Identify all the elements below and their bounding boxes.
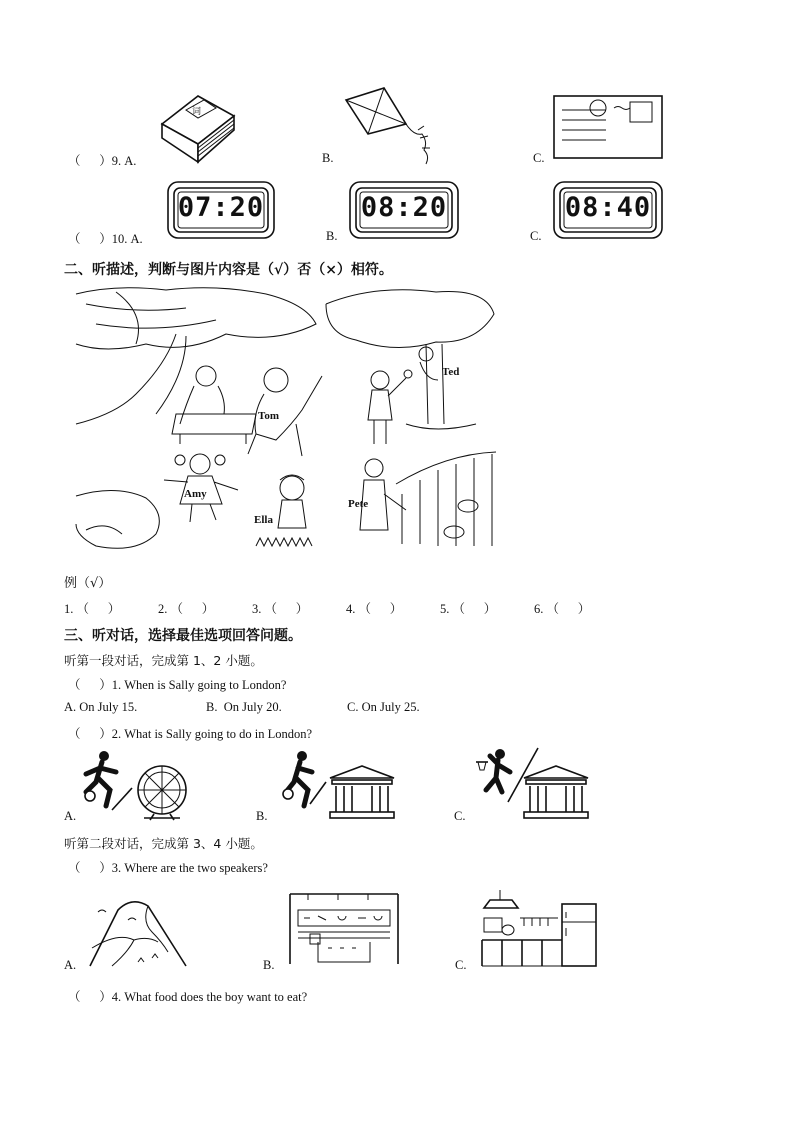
q1-option-b[interactable]: B. On July 20. — [206, 700, 282, 714]
clock-b-digits: 08:20 — [360, 192, 448, 223]
q3-option-c-label: C. — [455, 958, 467, 972]
book-icon — [158, 86, 238, 164]
football-and-museum-icon — [282, 748, 394, 820]
q2-option-a-label: A. — [64, 809, 77, 823]
scene-name-pete: Pete — [348, 498, 369, 510]
q1-option-a[interactable]: A. On July 15. — [64, 700, 138, 714]
section2-example: 例（√） — [64, 576, 112, 591]
q2-option-b-label: B. — [256, 809, 268, 823]
kitchen-icon — [478, 888, 600, 968]
q3-option-b-label: B. — [263, 958, 275, 972]
scene-name-ted: Ted — [442, 366, 460, 378]
q10-option-b-label: B. — [326, 229, 338, 243]
football-and-ferris-wheel-icon — [82, 748, 194, 820]
q3-option-a-label: A. — [64, 958, 77, 972]
q10-option-c-label: C. — [530, 229, 542, 243]
q9-prefix: （ ）9. A. — [68, 154, 137, 168]
section3-heading: 三、听对话，选择最佳选项回答问题。 — [64, 628, 302, 644]
clock-a — [166, 180, 276, 240]
kite-icon — [344, 86, 440, 166]
mountain-icon — [88, 892, 188, 968]
clock-b — [348, 180, 460, 240]
q3-text: （ ）3. Where are the two speakers? — [68, 861, 268, 875]
answer-blank-1[interactable]: 1. （ ） — [64, 602, 121, 616]
answer-blank-2[interactable]: 2. （ ） — [158, 602, 215, 616]
svg-text:词: 词 — [192, 107, 202, 117]
q10-prefix: （ ）10. A. — [68, 232, 143, 246]
scene-name-tom: Tom — [258, 410, 279, 422]
basketball-and-museum-icon — [472, 746, 588, 820]
clock-c — [552, 180, 664, 240]
answer-blank-5[interactable]: 5. （ ） — [440, 602, 497, 616]
answer-blank-6[interactable]: 6. （ ） — [534, 602, 591, 616]
q9-option-c-label: C. — [533, 151, 545, 165]
dialogue2-instruction: 听第二段对话，完成第 3、4 小题。 — [64, 836, 263, 851]
section2-heading: 二、听描述，判断与图片内容是（√）否（×）相符。 — [64, 262, 393, 278]
shop-counter-icon — [288, 892, 400, 966]
q2-text: （ ）2. What is Sally going to do in London? — [68, 727, 313, 741]
q9-option-b-label: B. — [322, 151, 334, 165]
answer-blank-3[interactable]: 3. （ ） — [252, 602, 309, 616]
scene-name-amy: Amy — [184, 488, 207, 500]
scene-name-ella: Ella — [254, 514, 273, 526]
postcard-icon — [552, 94, 664, 160]
q1-option-c[interactable]: C. On July 25. — [347, 700, 420, 714]
answer-blank-4[interactable]: 4. （ ） — [346, 602, 403, 616]
q2-option-c-label: C. — [454, 809, 466, 823]
park-scene-illustration — [76, 284, 496, 554]
clock-c-digits: 08:40 — [564, 192, 652, 223]
clock-a-digits: 07:20 — [177, 192, 265, 223]
q1-text: （ ）1. When is Sally going to London? — [68, 678, 287, 692]
q4-text: （ ）4. What food does the boy want to eat? — [68, 990, 308, 1004]
dialogue1-instruction: 听第一段对话，完成第 1、2 小题。 — [64, 653, 263, 668]
